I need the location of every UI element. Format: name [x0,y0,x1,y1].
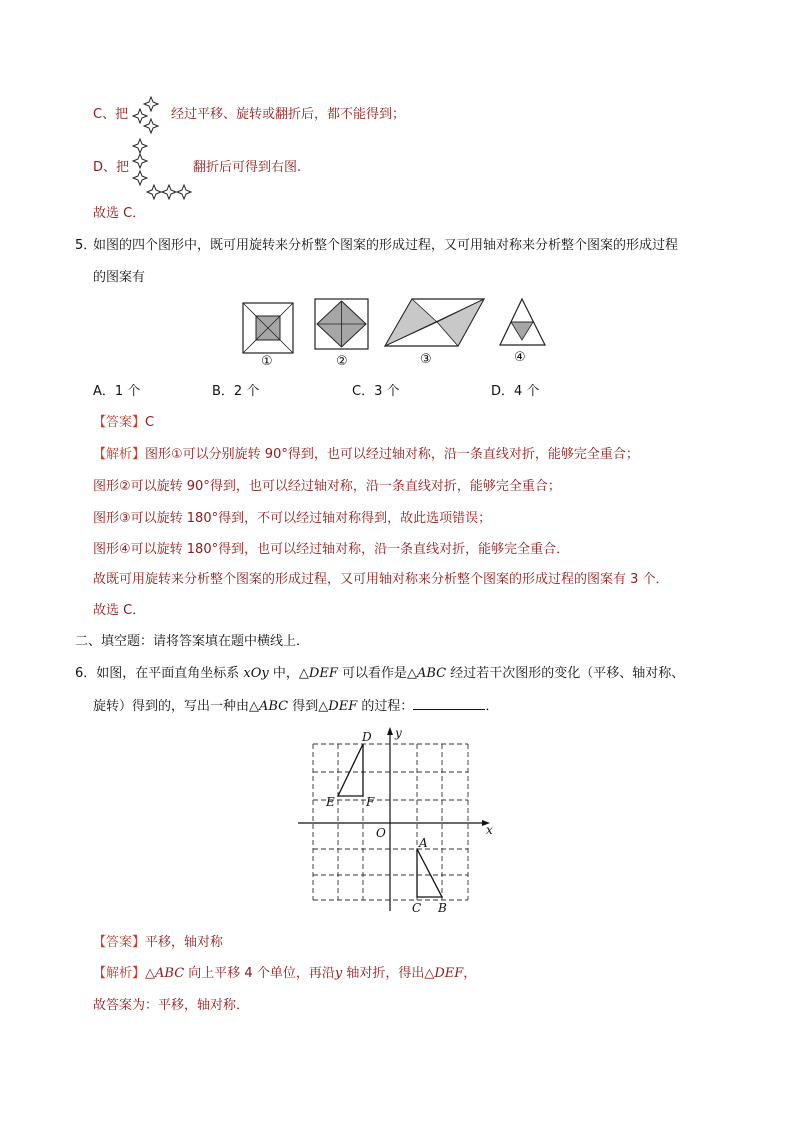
q5-choice-b: B．2 个 [212,384,260,399]
q4-option-d: D、把 [93,160,130,175]
analysis-tag: 【解析】 [93,447,146,462]
answer-blank [413,696,485,710]
q6-line-1: 6．如图，在平面直角坐标系 xOy 中，△DEF 可以看作是△ABC 经过若干次图形的变化（平移、轴对称、 [75,666,685,681]
q5-analysis-line-1: 【解析】图形①可以分别旋转 90°得到，也可以经过轴对称，沿一条直线对折，能够完全重合； [93,447,639,462]
q6-analysis: 【解析】△ABC 向上平移 4 个单位，再沿y 轴对折，得出△DEF， [93,966,477,981]
q5-answer [93,414,154,432]
triangle-def [338,744,363,796]
sparkle-icon [133,171,147,185]
label-x: x [486,823,493,837]
answer-value: 平移，轴对称 [145,935,224,950]
sparkle-icon [133,139,147,153]
sparkle-icon [133,154,147,168]
sparkle-shape-c [130,92,170,136]
q5-analysis-line-4: 图形④可以旋转 180°得到，也可以经过轴对称，沿一条直线对折，能够完全重合． [93,542,570,557]
section-heading: 二、填空题：请将答案填在题中横线上． [75,634,310,649]
sparkle-icon [177,185,191,199]
answer-tag: 【答案】 [93,415,146,430]
q6-answer [93,934,223,952]
q5-text-line2: 的图案有 [93,270,146,285]
sparkle-shape-d [130,134,196,198]
q5-figure-1 [242,302,294,354]
q4-conclusion: 故选 C． [93,206,146,221]
q4-option-d-suffix: 翻折后可得到右图. [193,160,302,175]
sparkle-icon [162,185,176,199]
q5-choice-d: D．4 个 [491,384,540,399]
label-b: B [438,901,447,915]
q4-option-c: C、把 [93,107,129,122]
q5-choice-a: A．1 个 [93,384,141,399]
q5-text-line1: 如图的四个图形中，既可用旋转来分析整个图案的形成过程，又可用轴对称来分析整个图案的形成过程 [93,238,679,253]
q6-line-2: 旋转）得到的，写出一种由△ABC 得到△DEF 的过程： ． [93,696,498,716]
label-d: D [362,730,372,744]
answer-value: C [145,415,155,430]
q5-figure-label-4: ④ [514,350,526,365]
q5-figure-2 [314,298,370,350]
label-a: A [419,836,428,850]
q5-analysis-line-5: 故既可用旋转来分析整个图案的形成过程，又可用轴对称来分析整个图案的形成过程的图案有 3 个． [93,572,669,587]
label-f: F [366,795,375,809]
y-axis-arrow [387,727,393,735]
q5-choice-c: C．3 个 [352,384,400,399]
q5-number: 5． [75,238,97,253]
q6-final-answer: 故答案为：平移，轴对称． [93,998,250,1013]
q5-analysis-line-2: 图形②可以旋转 90°得到，也可以经过轴对称，沿一条直线对折，能够完全重合； [93,479,561,494]
q5-conclusion: 故选 C． [93,603,146,618]
q4-option-c-suffix: 经过平移、旋转或翻折后，都不能得到； [171,107,406,122]
label-y: y [395,726,402,740]
triangle-abc [417,849,442,897]
sparkle-icon [144,97,158,111]
q5-figure-label-2: ② [336,354,348,369]
analysis-tag: 【解析】 [93,966,146,981]
q5-analysis-line-3: 图形③可以旋转 180°得到，不可以经过轴对称得到，故此选项错误； [93,511,492,526]
q5-figure-label-3: ③ [420,352,432,367]
sparkle-icon [144,119,158,133]
q6-coordinate-graph [294,725,504,915]
sparkle-icon [147,185,161,199]
answer-tag: 【答案】 [93,935,146,950]
q5-figure-label-1: ① [261,354,273,369]
label-o: O [376,826,386,840]
label-e: E [326,795,335,809]
label-c: C [412,901,422,915]
q5-figure-3 [384,298,486,348]
sparkle-icon [133,109,147,123]
q5-figure-4 [499,298,547,348]
